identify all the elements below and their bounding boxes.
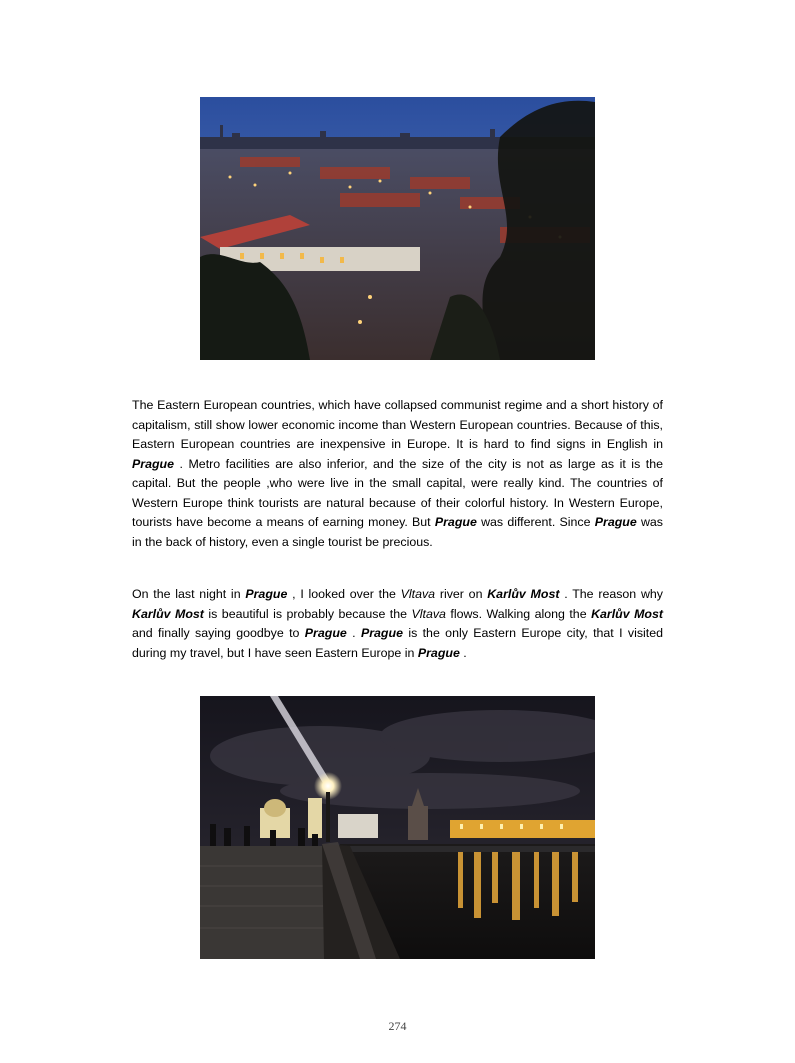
place-name-prague: Prague: [132, 456, 175, 471]
paragraph-text: flows. Walking along the: [445, 606, 592, 621]
paragraph-text: river on: [435, 587, 488, 601]
paragraph-last-night: [132, 585, 663, 663]
place-name-prague: Prague: [245, 587, 288, 601]
page-number: 274: [388, 1019, 407, 1033]
charles-bridge-night-illustration: [200, 696, 595, 959]
paragraph-text: The Eastern European countries, which have collapsed communist regime and a short history of capitalism, still show lower economic income than Western European countries. Because of this, Eastern European countries are inexpensive in Europe. It is hard to find signs in English in: [132, 398, 663, 451]
paragraph-text: .: [346, 626, 361, 640]
paragraph-eastern-europe: [132, 396, 663, 552]
place-name-prague: Prague: [304, 626, 347, 640]
paragraph-text: On the last night in: [132, 587, 246, 601]
bridge-name-karluv-most: Karlův Most: [132, 606, 204, 621]
place-name-prague: Prague: [434, 515, 477, 529]
river-name-vltava: Vltava: [411, 606, 446, 621]
bridge-name-karluv-most: Karlův Most: [487, 587, 560, 601]
paragraph-text: . The reason why: [559, 587, 663, 601]
place-name-prague: Prague: [594, 515, 637, 529]
bridge-name-karluv-most: Karlův Most: [591, 606, 663, 621]
paragraph-text: was different. Since: [476, 515, 595, 529]
paragraph-text: is the only Eastern Europe city, that I visited during my travel, but I have seen Eastern Europe in: [132, 626, 663, 660]
place-name-prague: Prague: [417, 645, 460, 660]
charles-bridge-night-photo: [200, 696, 595, 959]
paragraph-text: was in the back of history, even a single tourist be precious.: [132, 515, 663, 549]
prague-dusk-photo: [200, 97, 595, 360]
paragraph-text: . Metro facilities are also inferior, and the size of the city is not as large as it is the capital. But the people ,who were live in the small capital, were really kind. The countries of Western Europe think tourists are natural because of their colorful history. In Western Europe, tourists have become a means of earning money. But: [132, 456, 663, 529]
paragraph-text: .: [459, 645, 467, 660]
place-name-prague: Prague: [360, 626, 403, 640]
paragraph-text: , I looked over the: [287, 587, 401, 601]
prague-dusk-illustration: [200, 97, 595, 360]
paragraph-text: and finally saying goodbye to: [132, 626, 305, 640]
river-name-vltava: Vltava: [400, 587, 436, 601]
paragraph-text: is beautiful is probably because the: [203, 606, 412, 621]
